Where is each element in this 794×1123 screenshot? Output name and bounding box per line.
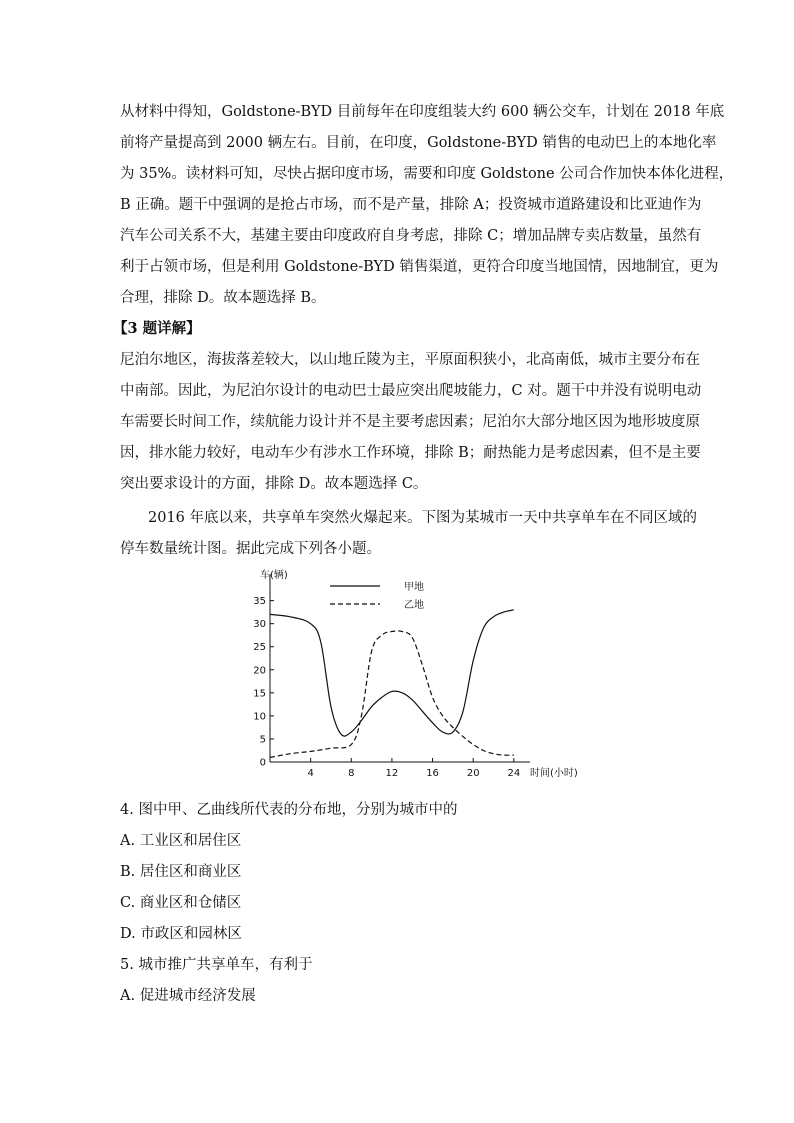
x-tick-label: 20 bbox=[466, 768, 480, 779]
paragraph-line: 因，排水能力较好，电动车少有涉水工作环境，排除 B；耐热能力是考虑因素，但不是主要 bbox=[120, 445, 701, 461]
paragraph-line: 合理，排除 D。故本题选择 B。 bbox=[120, 290, 326, 306]
x-tick-label: 16 bbox=[426, 768, 439, 779]
paragraph-line: 尼泊尔地区，海拔落差较大，以山地丘陵为主，平原面积狭小，北高南低，城市主要分布在 bbox=[120, 352, 700, 368]
x-tick-label: 4 bbox=[307, 768, 314, 779]
paragraph-line: 汽车公司关系不大，基建主要由印度政府自身考虑，排除 C；增加品牌专卖店数量，虽然有 bbox=[120, 228, 702, 244]
paragraph-line: 利于占领市场，但是利用 Goldstone-BYD 销售渠道，更符合印度当地国情，因地制宜，更为 bbox=[120, 259, 719, 275]
intro-line: 2016 年底以来，共享单车突然火爆起来。下图为某城市一天中共享单车在不同区域的 bbox=[148, 510, 698, 526]
series-line-jia bbox=[270, 610, 514, 736]
intro-line: 停车数量统计图。据此完成下列各小题。 bbox=[120, 541, 381, 557]
option-4b: B. 居住区和商业区 bbox=[120, 864, 242, 880]
y-tick-label: 15 bbox=[253, 688, 266, 700]
line-chart bbox=[250, 566, 578, 788]
y-tick-label: 10 bbox=[253, 711, 266, 723]
question-5: 5. 城市推广共享单车，有利于 bbox=[120, 957, 313, 973]
paragraph-line: 突出要求设计的方面，排除 D。故本题选择 C。 bbox=[120, 476, 428, 492]
shared-bike-chart bbox=[250, 566, 578, 788]
x-tick-label: 8 bbox=[348, 768, 355, 779]
paragraph-line: B 正确。题干中强调的是抢占市场，而不是产量，排除 A；投资城市道路建设和比亚迪作为 bbox=[120, 197, 702, 213]
x-tick-label: 12 bbox=[385, 768, 399, 779]
y-tick-label: 30 bbox=[253, 619, 266, 631]
paragraph-line: 车需要长时间工作，续航能力设计并不是主要考虑因素；尼泊尔大部分地区因为地形坡度原 bbox=[120, 414, 700, 430]
x-axis-label: 时间(小时) bbox=[530, 768, 578, 779]
x-tick-label: 24 bbox=[507, 768, 521, 779]
y-tick-label: 35 bbox=[253, 596, 266, 608]
paragraph-line: 中南部。因此，为尼泊尔设计的电动巴士最应突出爬坡能力，C 对。题干中并没有说明电动 bbox=[120, 383, 702, 399]
series-line-yi bbox=[270, 631, 514, 758]
paragraph-line: 从材料中得知，Goldstone-BYD 目前每年在印度组装大约 600 辆公交车，计划在 2018 年底 bbox=[120, 104, 725, 120]
y-tick-label: 5 bbox=[259, 734, 266, 746]
y-axis-label: 车(辆) bbox=[260, 570, 288, 581]
legend-label: 乙地 bbox=[404, 600, 424, 611]
section-heading: 【3 题详解】 bbox=[113, 320, 201, 337]
paragraph-line: 为 35%。读材料可知，尽快占据印度市场，需要和印度 Goldstone 公司合作加快本体化进程， bbox=[120, 166, 734, 182]
y-tick-label: 25 bbox=[253, 642, 266, 654]
question-4: 4. 图中甲、乙曲线所代表的分布地，分别为城市中的 bbox=[120, 802, 458, 818]
option-5a: A. 促进城市经济发展 bbox=[120, 988, 256, 1004]
legend-label: 甲地 bbox=[404, 582, 424, 593]
y-tick-label: 0 bbox=[259, 757, 266, 769]
option-4d: D. 市政区和园林区 bbox=[120, 926, 242, 942]
option-4c: C. 商业区和仓储区 bbox=[120, 895, 242, 911]
y-tick-label: 20 bbox=[253, 665, 266, 677]
option-4a: A. 工业区和居住区 bbox=[120, 833, 242, 849]
paragraph-line: 前将产量提高到 2000 辆左右。目前，在印度，Goldstone-BYD 销售的电动巴上的本地化率 bbox=[120, 135, 717, 151]
